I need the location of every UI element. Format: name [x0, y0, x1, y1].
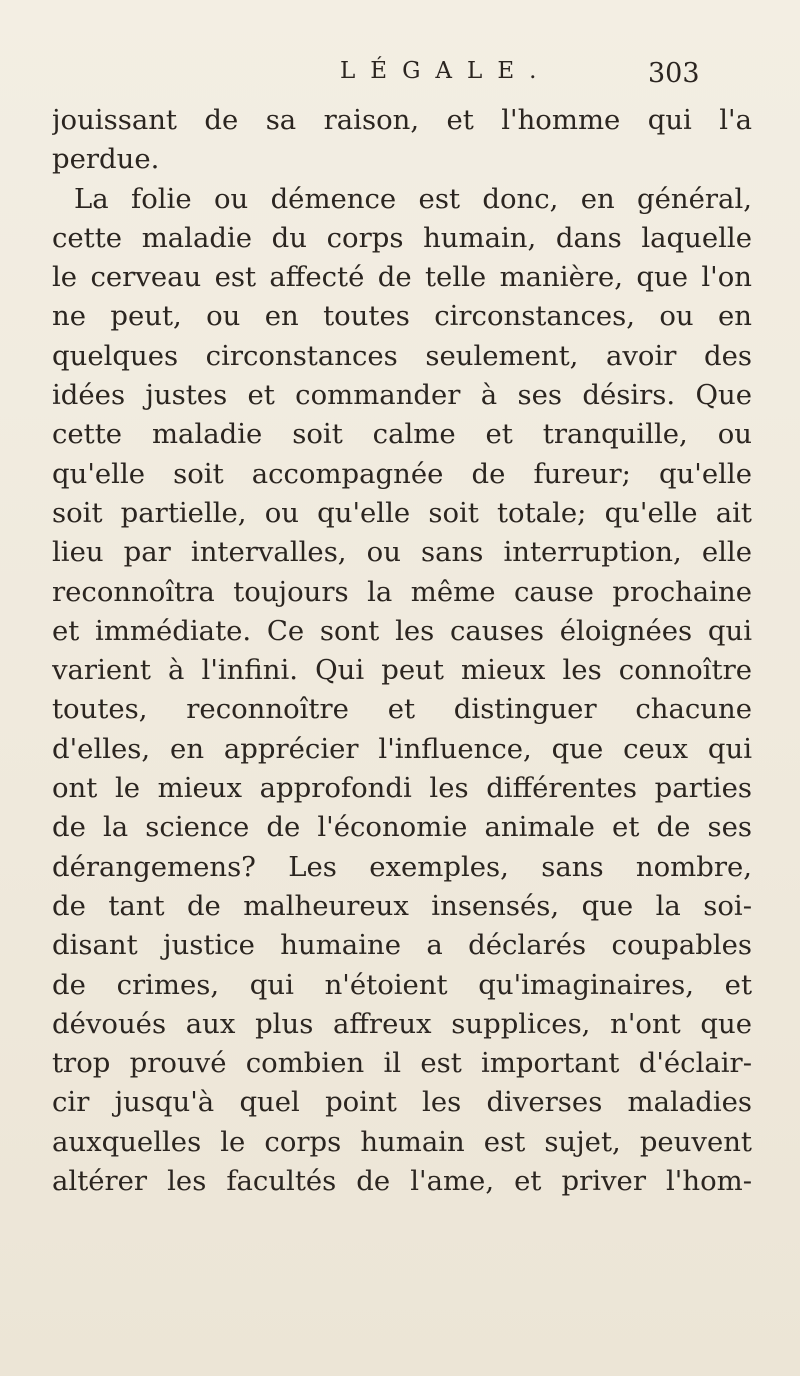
- text-line: idées justes et commander à ses désirs. Que: [52, 379, 752, 412]
- page-header: [0, 58, 800, 98]
- text-line: d'elles, en apprécier l'influence, que ceux qui: [52, 732, 752, 765]
- text-line: lieu par intervalles, ou sans interruption, elle: [52, 536, 752, 569]
- text-line: cette maladie du corps humain, dans laquelle: [52, 221, 752, 254]
- text-line: de crimes, qui n'étoient qu'imaginaires, et: [52, 968, 752, 1001]
- text-line: qu'elle soit accompagnée de fureur; qu'elle: [52, 457, 752, 490]
- text-line: jouissant de sa raison, et l'homme qui l'a: [52, 104, 752, 136]
- text-line: reconnoîtra toujours la même cause prochaine: [52, 575, 752, 608]
- text-line: ne peut, ou en toutes circonstances, ou en: [52, 300, 752, 333]
- text-line: de tant de malheureux insensés, que la soi-: [52, 889, 752, 922]
- body-text: [52, 101, 752, 1201]
- text-line: altérer les facultés de l'ame, et priver l'hom-: [52, 1165, 752, 1198]
- text-line: La folie ou démence est donc, en général,: [74, 182, 752, 215]
- text-line: de la science de l'économie animale et de ses: [52, 811, 752, 844]
- text-line: disant justice humaine a déclarés coupables: [52, 929, 752, 962]
- text-line: dévoués aux plus affreux supplices, n'ont que: [52, 1007, 752, 1040]
- page-number: 303: [648, 58, 700, 89]
- text-line: et immédiate. Ce sont les causes éloignées qui: [52, 614, 752, 647]
- text-line: soit partielle, ou qu'elle soit totale; qu'elle ait: [52, 496, 752, 529]
- text-line: cette maladie soit calme et tranquille, ou: [52, 418, 752, 451]
- text-line: le cerveau est affecté de telle manière, que l'on: [52, 261, 752, 294]
- text-line: ont le mieux approfondi les différentes parties: [52, 772, 752, 805]
- running-head: LÉGALE.: [340, 58, 552, 84]
- text-line: varient à l'infini. Qui peut mieux les connoître: [52, 654, 752, 687]
- text-line: trop prouvé combien il est important d'éclair-: [52, 1047, 752, 1080]
- text-line: cir jusqu'à quel point les diverses maladies: [52, 1086, 752, 1119]
- text-line: auxquelles le corps humain est sujet, peuvent: [52, 1125, 752, 1158]
- text-line: quelques circonstances seulement, avoir des: [52, 339, 752, 372]
- text-line: perdue.: [52, 143, 160, 176]
- text-line: toutes, reconnoître et distinguer chacune: [52, 693, 752, 726]
- text-line: dérangemens? Les exemples, sans nombre,: [52, 850, 752, 883]
